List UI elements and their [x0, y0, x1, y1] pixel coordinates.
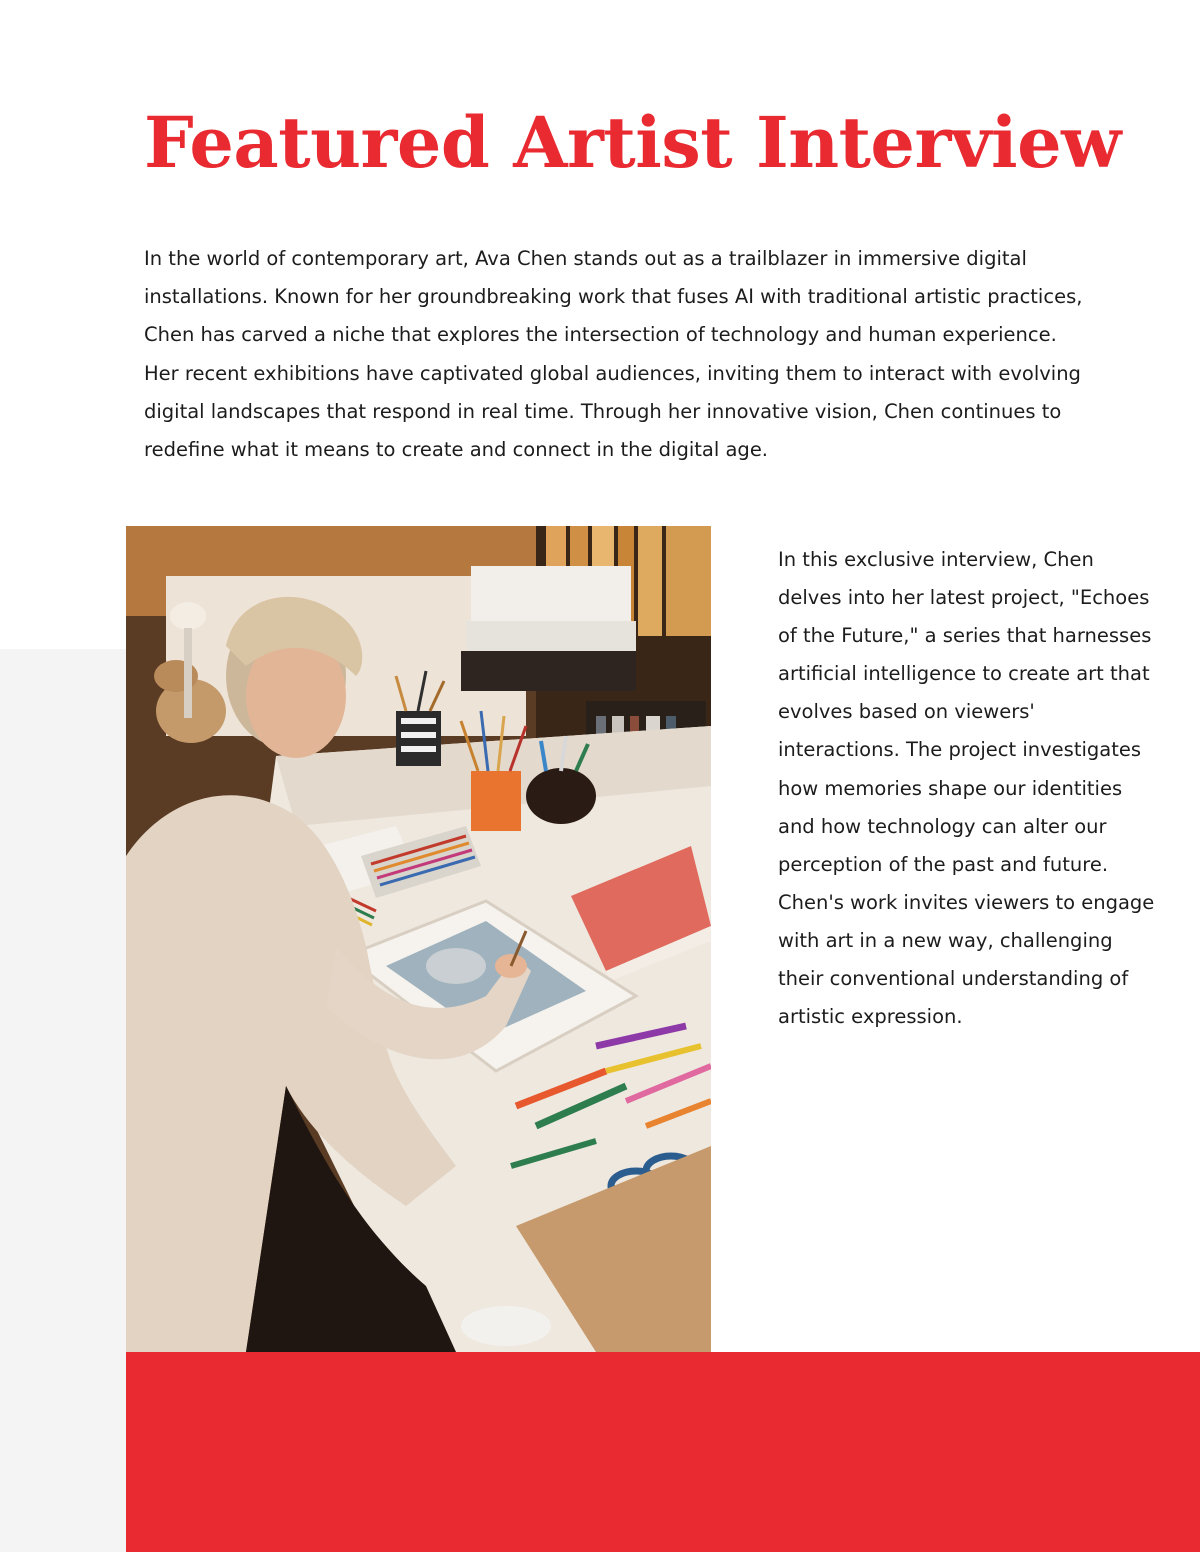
intro-paragraph: In the world of contemporary art, Ava Chen stands out as a trailblazer in immersive digital installations. Known for her groundbreaking work that fuses AI with traditional artistic practices, Chen has carved a niche that explores the intersection of technology and human experience. Her recent exhibitions have captivated global audiences, inviting them to interact with evolving digital landscapes that respond in real time. Through her innovative vision, Chen continues to redefine what it means to create and connect in the digital age.	[144, 247, 1083, 462]
side-background-band	[0, 649, 126, 1552]
page-title: Featured Artist Interview	[144, 101, 1121, 184]
body-paragraph: In this exclusive interview, Chen delves into her latest project, "Echoes of the Future," a series that harnesses artificial intelligence to create art that evolves based on viewers' interactions. The project investigates how memories shape our identities and how technology can alter our perception of the past and future. Chen's work invites viewers to engage with art in a new way, challenging their conventional understanding of artistic expression.	[778, 548, 1155, 1029]
accent-footer-block	[126, 1352, 1200, 1552]
artist-photo	[126, 526, 711, 1352]
